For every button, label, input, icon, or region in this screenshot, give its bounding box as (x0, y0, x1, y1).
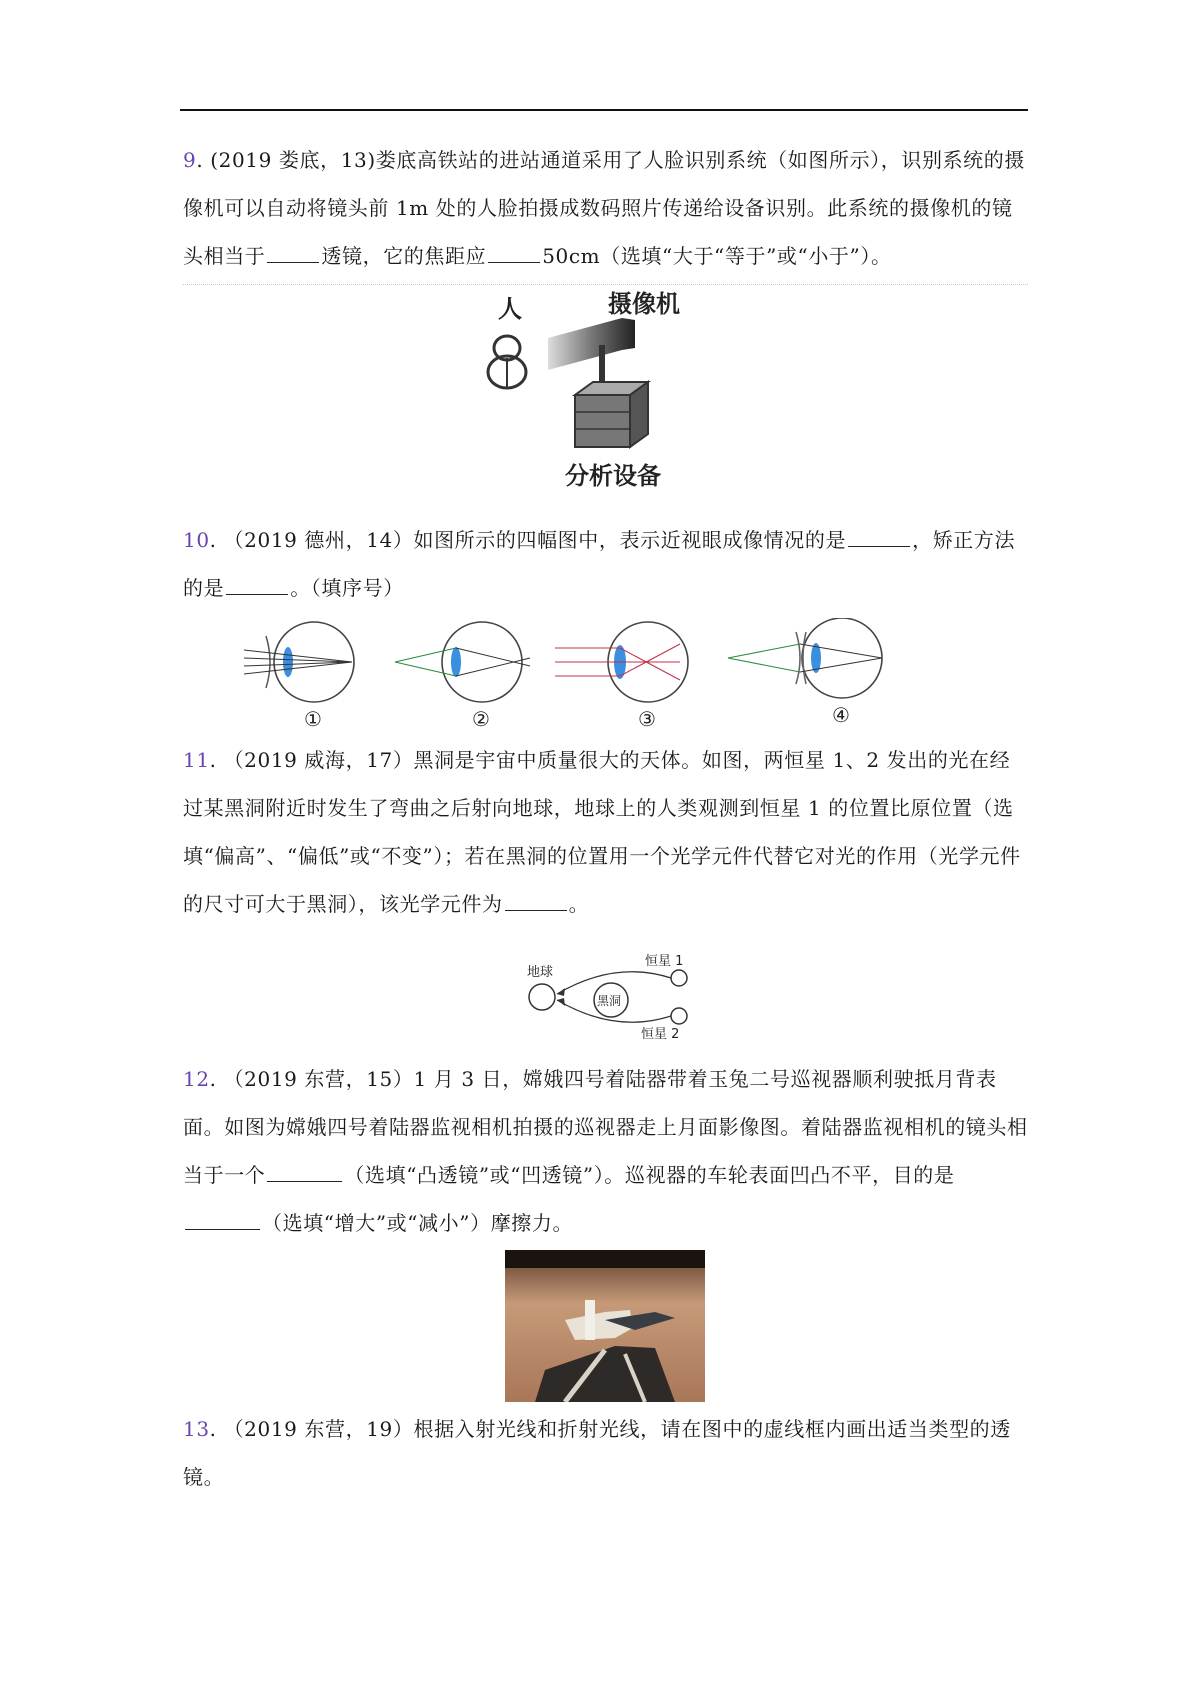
question-text: ，矫正方法的是 (183, 528, 1016, 600)
camera-icon (548, 318, 635, 370)
figure-label: ④ (832, 703, 850, 727)
person-label: 人 (498, 295, 522, 323)
face-recognition-figure (470, 290, 760, 500)
answer-blank[interactable] (267, 242, 319, 263)
star-2-icon (671, 1008, 687, 1024)
question-10 (183, 516, 1028, 612)
eye-diagram-4 (728, 618, 882, 727)
question-number: 11 (183, 748, 210, 772)
separator-dotted (183, 284, 1028, 285)
question-source: . （2019 东营，19） (209, 1417, 414, 1441)
question-text: （选填“凸透镜”或“凹透镜”）。巡视器的车轮表面凹凸不平，目的是 (344, 1163, 955, 1187)
question-source: . （2019 威海，17） (209, 748, 414, 772)
question-text: （选填“增大”或“减小”）摩擦力。 (262, 1211, 574, 1235)
question-text: 娄底高铁站的进站通道采用了人脸识别系统（如图所示），识别系统的摄像机可以自动将镜头前 1m 处的人脸拍摄成数码照片传递给设备识别。此系统的摄像机的镜头相当于 (183, 148, 1025, 268)
person-icon (488, 336, 526, 388)
eye-diagram-3 (555, 622, 688, 730)
figure-label: ① (304, 707, 322, 730)
eye-diagram-2 (395, 622, 530, 730)
question-13 (183, 1405, 1028, 1501)
answer-blank[interactable] (226, 574, 288, 595)
question-12 (183, 1055, 1028, 1247)
camera-label: 摄像机 (608, 290, 680, 318)
figure-label: ③ (638, 707, 656, 730)
question-text: 根据入射光线和折射光线，请在图中的虚线框内画出适当类型的透镜。 (183, 1417, 1011, 1489)
star-1-icon (671, 970, 687, 986)
question-number: 12 (183, 1067, 210, 1091)
answer-blank[interactable] (848, 526, 910, 547)
question-number: 13 (183, 1417, 210, 1441)
question-11 (183, 736, 1028, 928)
eye-diagrams-figure (230, 618, 990, 730)
answer-blank[interactable] (267, 1161, 342, 1182)
answer-blank[interactable] (488, 242, 540, 263)
header-rule (180, 109, 1028, 111)
black-hole-label: 黑洞 (597, 994, 622, 1008)
question-number: 10 (183, 528, 210, 552)
question-number: 9 (183, 148, 197, 172)
question-text: 。（填序号） (290, 576, 404, 600)
question-text: 如图所示的四幅图中，表示近视眼成像情况的是 (413, 528, 847, 552)
star-2-label: 恒星 2 (641, 1027, 680, 1040)
question-9 (183, 136, 1028, 280)
question-source: . （2019 东营，15） (209, 1067, 414, 1091)
answer-blank[interactable] (185, 1209, 260, 1230)
question-text: 。 (568, 892, 590, 916)
figure-label: ② (472, 707, 490, 730)
question-text: 黑洞是宇宙中质量很大的天体。如图，两恒星 1、2 发出的光在经过某黑洞附近时发生了弯曲之后射向地球，地球上的人类观测到恒星 1 的位置比原位置（选填“偏高”、“偏低”或“不变”）；若在黑洞的位置用一个光学元件代替它对光的作用（光学元件的尺寸可大于黑洞），该光学元件为 (183, 748, 1021, 916)
black-hole-figure (525, 950, 705, 1040)
answer-blank[interactable] (505, 890, 567, 911)
earth-icon (529, 984, 555, 1010)
question-source: . (2019 娄底，13) (196, 148, 376, 172)
star-1-label: 恒星 1 (645, 954, 684, 969)
earth-label: 地球 (527, 965, 554, 980)
device-box-icon (575, 382, 648, 447)
eye-diagram-1 (244, 622, 354, 730)
device-label: 分析设备 (565, 462, 661, 490)
question-source: . （2019 德州，14） (209, 528, 414, 552)
lunar-rover-photo (505, 1250, 705, 1402)
question-text: 1 月 3 日，嫦娥四号着陆器带着玉兔二号巡视器顺利驶抵月背表面。如图为嫦娥四号着陆器监视相机拍摄的巡视器走上月面影像图。着陆器监视相机的镜头相当于一个 (183, 1067, 1028, 1187)
question-text: 透镜，它的焦距应 (321, 244, 487, 268)
question-text: 50cm（选填“大于“等于”或“小于”）。 (542, 244, 892, 268)
